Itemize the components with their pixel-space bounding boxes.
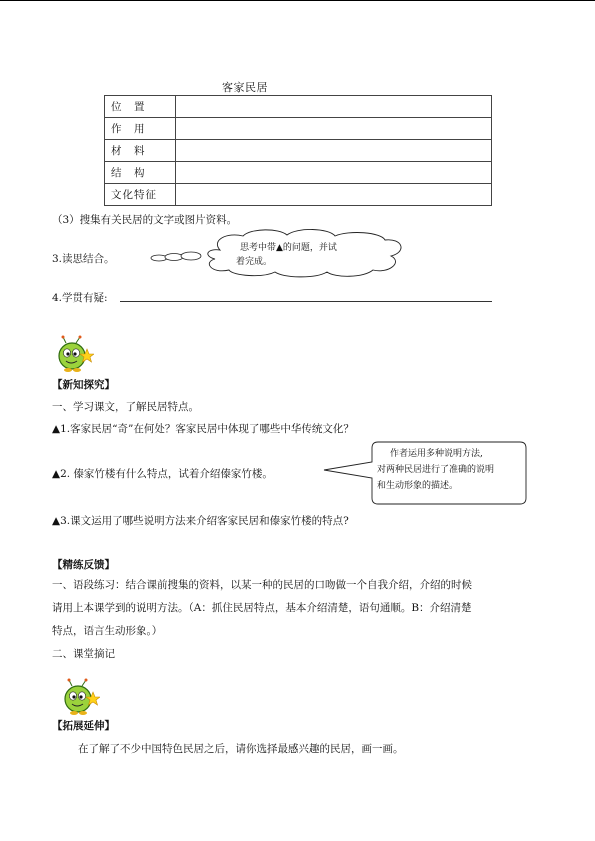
extend-task: 在了解了不少中国特色民居之后，请你选择最感兴趣的民居，画一画。 [78,743,404,755]
table-title: 客家民居 [222,81,268,94]
top-rule [0,0,595,1]
practice-paragraph [52,574,552,643]
table-cell[interactable] [176,184,492,206]
section-practice: 【精练反馈】 [52,559,115,571]
speech-line: 对两种民居进行了准确的说明 [377,465,495,475]
table-cell[interactable] [176,118,492,140]
doubt-answer-line[interactable] [120,301,492,302]
table-cell[interactable] [176,96,492,118]
row-label: 作 用 [105,118,176,140]
row-label: 文化特征 [105,184,176,206]
section-new-knowledge: 【新知探究】 [52,379,115,391]
cloud-line: 思考中带▲的问题，并试 [240,243,337,253]
speech-line: 作者运用多种说明方法, [390,449,483,459]
speech-line: 和生动形象的描述。 [377,481,459,491]
green-smiley-mascot-icon [54,334,94,374]
practice-line: 一、语段练习：结合课前搜集的资料，以某一种的民居的口吻做一个自我介绍，介绍的时候 [52,579,472,591]
row-label: 材 料 [105,140,176,162]
table-row [105,96,492,118]
new-knowledge-intro: 一、学习课文，了解民居特点。 [52,401,199,413]
item-collect-materials: （3）搜集有关民居的文字或图片资料。 [52,214,238,226]
item-doubt: 4.学贯有疑: [52,292,108,304]
table-cell[interactable] [176,140,492,162]
item-read-think: 3.读思结合。 [52,253,115,265]
section-extend: 【拓展延伸】 [52,720,115,732]
row-label: 结 构 [105,162,176,184]
cloud-line: 着完成。 [236,257,273,267]
practice-line: 请用上本课学到的说明方法。（A：抓住民居特点，基本介绍清楚，语句通顺。B：介绍清楚 [52,602,472,614]
row-label: 位 置 [105,96,176,118]
table-row [105,118,492,140]
table-row [105,162,492,184]
question-3: ▲3.课文运用了哪些说明方法来介绍客家民居和傣家竹楼的特点? [52,515,349,527]
question-1: ▲1.客家民居“奇”在何处？客家民居中体现了哪些中华传统文化？ [52,423,354,435]
class-notes-heading: 二、课堂摘记 [52,648,115,660]
table-cell[interactable] [176,162,492,184]
hakka-info-table [104,95,492,206]
question-2: ▲2. 傣家竹楼有什么特点，试着介绍傣家竹楼。 [52,468,273,480]
table-row [105,140,492,162]
green-smiley-mascot-icon [60,677,100,717]
table-row [105,184,492,206]
practice-line: 特点，语言生动形象。） [52,625,163,637]
